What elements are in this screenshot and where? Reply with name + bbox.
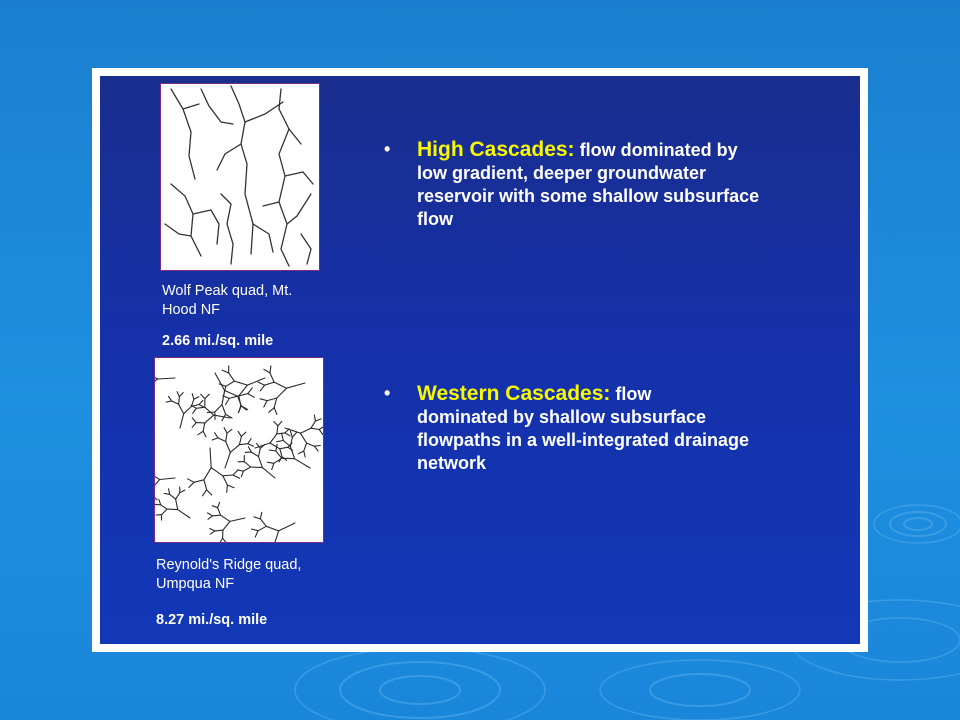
- slide-panel: [100, 76, 860, 644]
- wolf-peak-drainage-map: [160, 83, 320, 271]
- bullet-marker: •: [384, 383, 391, 403]
- reynolds-ridge-caption-line1: Reynold's Ridge quad,: [156, 557, 302, 573]
- high-cascades-heading: High Cascades:: [417, 138, 575, 161]
- reynolds-ridge-caption: [156, 556, 301, 594]
- high-cascades-first-line: flow dominated by: [579, 140, 738, 160]
- western-cascades-line: network: [417, 453, 487, 473]
- high-cascades-line: low gradient, deeper groundwater: [417, 163, 707, 183]
- western-cascades-line: flowpaths in a well-integrated drainage: [417, 430, 750, 450]
- reynolds-ridge-drainage-density: 8.27 mi./sq. mile: [156, 612, 268, 628]
- high-cascades-line: flow: [417, 209, 453, 229]
- reynolds-ridge-drainage-map: [154, 357, 324, 543]
- western-cascades-first-line: flow: [615, 384, 652, 404]
- dense-drainage-network-image: [155, 358, 323, 542]
- wolf-peak-caption-line1: Wolf Peak quad, Mt.: [162, 283, 293, 299]
- wolf-peak-caption: [162, 282, 292, 320]
- wolf-peak-drainage-density: 2.66 mi./sq. mile: [162, 333, 274, 349]
- slide-frame: [92, 68, 868, 652]
- wolf-peak-caption-line2: Hood NF: [162, 302, 221, 318]
- sparse-drainage-network-image: [161, 84, 319, 270]
- high-cascades-line: reservoir with some shallow subsurface: [417, 186, 760, 206]
- western-cascades-heading: Western Cascades:: [417, 382, 611, 405]
- western-cascades-line: dominated by shallow subsurface: [417, 407, 707, 427]
- bullet-marker: •: [384, 139, 391, 159]
- reynolds-ridge-caption-line2: Umpqua NF: [156, 576, 235, 592]
